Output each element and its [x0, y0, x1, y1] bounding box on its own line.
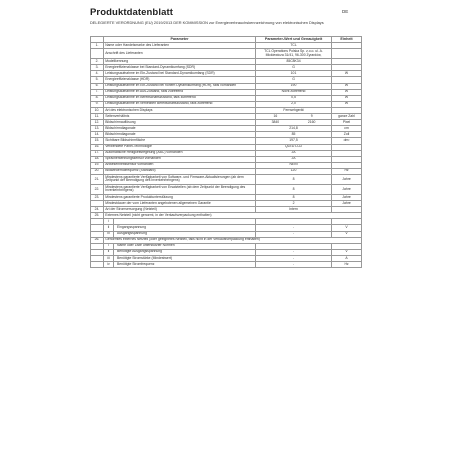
row-parameter: Ausgangsspannung	[114, 231, 256, 237]
row-roman: iv	[104, 262, 114, 268]
row-unit	[332, 49, 362, 59]
row-number: 16.	[91, 144, 104, 150]
row-number: 11.	[91, 114, 104, 120]
row-value: Fernsehgerät	[256, 107, 332, 113]
row-parameter: Art des elektronischen Displays	[104, 107, 256, 113]
row-number: 6.	[91, 83, 104, 89]
row-unit: V	[332, 249, 362, 255]
row-parameter: Spracherkennungssensor vorhanden	[104, 156, 256, 162]
row-unit: V	[332, 225, 362, 231]
row-value: -	[256, 255, 332, 261]
row-number: 14.	[91, 132, 104, 138]
language-code: DE	[342, 9, 349, 14]
row-number: 7.	[91, 89, 104, 95]
row-value: 85C8K34	[256, 59, 332, 65]
table-row	[91, 184, 362, 194]
row-value: 0,5	[256, 95, 332, 101]
row-parameter: Bildschirmauflösung	[104, 120, 256, 126]
subsection-row	[91, 262, 362, 268]
row-number: 12.	[91, 120, 104, 126]
row-parameter: Mindestens garantierte Verfügbarkeit von Ersatzteilen (ab dem Zeitpunkt der Beendigung des Inverkehrbringens)	[104, 184, 256, 194]
row-parameter: Sichtbare Bildschirmfläche	[104, 138, 256, 144]
row-roman: i	[104, 219, 114, 225]
row-value: JA	[256, 156, 332, 162]
row-unit: Hz	[332, 168, 362, 174]
value-second: 9	[310, 113, 313, 118]
row-roman: iii	[104, 255, 114, 261]
row-parameter: Anwesenheitssensor vorhanden	[104, 162, 256, 168]
row-number: 4.	[91, 71, 104, 77]
row-number: 5.	[91, 77, 104, 83]
row-value: 8	[256, 184, 332, 194]
regulation-text: DELEGIERTE VERORDNUNG (EU) 2019/2013 DER KOMMISSION zur Energieverbrauchskennzeichnung von elektronischen Displays	[90, 20, 324, 25]
row-unit: Pixel	[332, 120, 362, 126]
row-value: 214,8	[256, 126, 332, 132]
row-parameter: Energieeffizienzklasse bei Standard-Dynamikumfang (SDR)	[104, 65, 256, 71]
row-unit: A	[332, 255, 362, 261]
page-title: Produktdatenblatt	[90, 7, 173, 18]
row-number: 13.	[91, 126, 104, 132]
row-number: 20.	[91, 168, 104, 174]
row-number: 19.	[91, 162, 104, 168]
section-number: 26.	[91, 237, 104, 243]
row-parameter: Bildschirmdiagonale	[104, 132, 256, 138]
row-number-blank	[91, 262, 104, 268]
row-value: 120	[256, 168, 332, 174]
table-body	[91, 43, 362, 268]
row-roman: iii	[104, 231, 114, 237]
row-value: 197,5	[256, 138, 332, 144]
row-unit: W	[332, 89, 362, 95]
row-parameter: Name oder Liste unterstützter Normen	[114, 243, 256, 249]
value-first: 16	[273, 113, 278, 118]
section-number: 25.	[91, 213, 104, 219]
row-unit: Jahre	[332, 184, 362, 194]
row-number: 22.	[91, 184, 104, 194]
row-parameter: Energieeffizienzklasse (HDR)	[104, 77, 256, 83]
row-parameter: Mindestdauer der vom Lieferanten angebotenen allgemeinen Garantie	[104, 201, 256, 207]
row-parameter: Leistungsaufnahme im Ein-Zustand bei Standard-Dynamikumfang (SDR)	[104, 71, 256, 77]
row-value: -	[256, 225, 332, 231]
row-value: 190	[256, 83, 332, 89]
row-unit: dm²	[332, 138, 362, 144]
row-number: 24.	[91, 207, 104, 213]
row-value: Nicht zutreffend	[256, 89, 332, 95]
row-parameter: Mindestens garantierte Produktunterstützung	[104, 194, 256, 200]
row-unit: Jahre	[332, 201, 362, 207]
row-parameter: Benötigte Ausgangsspannung	[114, 249, 256, 255]
row-unit: W	[332, 95, 362, 101]
row-value: Intern	[256, 207, 332, 213]
row-value: -	[256, 262, 332, 268]
row-roman: ii	[104, 249, 114, 255]
row-parameter: Anschrift des Lieferanten	[104, 49, 256, 59]
row-number: 15.	[91, 138, 104, 144]
row-number: 3.	[91, 65, 104, 71]
row-unit: Hz	[332, 262, 362, 268]
row-number: 1.	[91, 43, 104, 49]
row-unit: cm	[332, 126, 362, 132]
row-parameter: Name oder Handelsmarke des Lieferanten	[104, 43, 256, 49]
row-unit: Jahre	[332, 174, 362, 184]
row-number: 23.	[91, 194, 104, 200]
row-value: TCL Operations Polska Sp. z.o.o. ul. A. Mickiewicza 31/41, 96-300 Żyrardów,	[256, 49, 332, 59]
row-parameter: Leistungsaufnahme im Aus-Zustand, falls zutreffend	[104, 89, 256, 95]
row-parameter: Art der Stromversorgung (Netzteil)	[104, 207, 256, 213]
row-roman: ii	[104, 225, 114, 231]
row-unit: Zoll	[332, 132, 362, 138]
row-value: QLED LCD	[256, 144, 332, 150]
row-roman: i	[104, 243, 114, 249]
row-number: 9.	[91, 101, 104, 107]
header-unit: Einheit	[332, 37, 362, 43]
row-value-pair	[257, 121, 330, 125]
row-value: G	[256, 65, 332, 71]
row-value-pair	[257, 115, 330, 119]
row-parameter: Eingangsspannung	[114, 225, 256, 231]
row-number: 18.	[91, 156, 104, 162]
row-value: 8	[256, 194, 332, 200]
row-value: G	[256, 77, 332, 83]
row-value: 101	[256, 71, 332, 77]
row-parameter: Bildschirmdiagonale	[104, 126, 256, 132]
row-value: JA	[256, 150, 332, 156]
row-unit: W	[332, 83, 362, 89]
row-unit: V	[332, 231, 362, 237]
row-unit: W	[332, 71, 362, 77]
row-value: 8	[256, 174, 332, 184]
value-second: 2160	[307, 119, 316, 124]
row-parameter: Mindestens garantierte Verfügbarkeit von Software- und Firmware-Aktualisierungen (ab dem Zeitpunkt der Beendigung des Inverkehrbringens)	[104, 174, 256, 184]
row-parameter: Benötigte Stromstärke (Mindestwert)	[114, 255, 256, 261]
row-parameter: Verwendete Panel-Technologie	[104, 144, 256, 150]
row-value: -	[256, 231, 332, 237]
datasheet-table	[90, 36, 362, 268]
value-first: 3840	[271, 119, 280, 124]
table-row	[91, 174, 362, 184]
row-parameter: Leistungsaufnahme im Bereitschaftszustand, falls zutreffend	[104, 95, 256, 101]
row-value: 2,0	[256, 101, 332, 107]
row-parameter: Benötigte Stromfrequenz	[114, 262, 256, 268]
header-value: Parameter-Wert und Genauigkeit	[256, 37, 332, 43]
row-parameter: Leistungsaufnahme im Ein-Zustand bei hohem Dynamikumfang (HDR), falls vorhanden	[104, 83, 256, 89]
section-title: Genormtes externes Netzteil (oder geeignetes Netzteil, falls nicht in der Verkaufsverpackung enthalten)	[104, 237, 362, 243]
row-number: 17.	[91, 150, 104, 156]
row-unit: Jahre	[332, 194, 362, 200]
row-number: 2.	[91, 59, 104, 65]
row-number: 8.	[91, 95, 104, 101]
row-value: 2	[256, 201, 332, 207]
section-title: Externes Netzteil (nicht genormt, in der Verkaufsverpackung enthalten)	[104, 213, 362, 219]
row-value: -	[256, 249, 332, 255]
row-number	[91, 49, 104, 59]
table-row	[91, 49, 362, 59]
row-parameter: Seitenverhältnis	[104, 114, 256, 120]
row-parameter: Bildwiederholfrequenz (Standard)	[104, 168, 256, 174]
row-value: NEIN	[256, 162, 332, 168]
row-parameter: Automatische Helligkeitsregelung (ABC) vorhanden	[104, 150, 256, 156]
row-number: 21.	[91, 174, 104, 184]
row-parameter: Modellkennung	[104, 59, 256, 65]
row-parameter: Leistungsaufnahme im vernetzten Bereitschaftszustand, falls zutreffend	[104, 101, 256, 107]
row-unit: ganze Zahl	[332, 114, 362, 120]
header-param: Parameter	[104, 37, 256, 43]
row-number: 10.	[91, 107, 104, 113]
row-value: TCL	[256, 43, 332, 49]
row-value: 85	[256, 132, 332, 138]
row-unit: W	[332, 101, 362, 107]
